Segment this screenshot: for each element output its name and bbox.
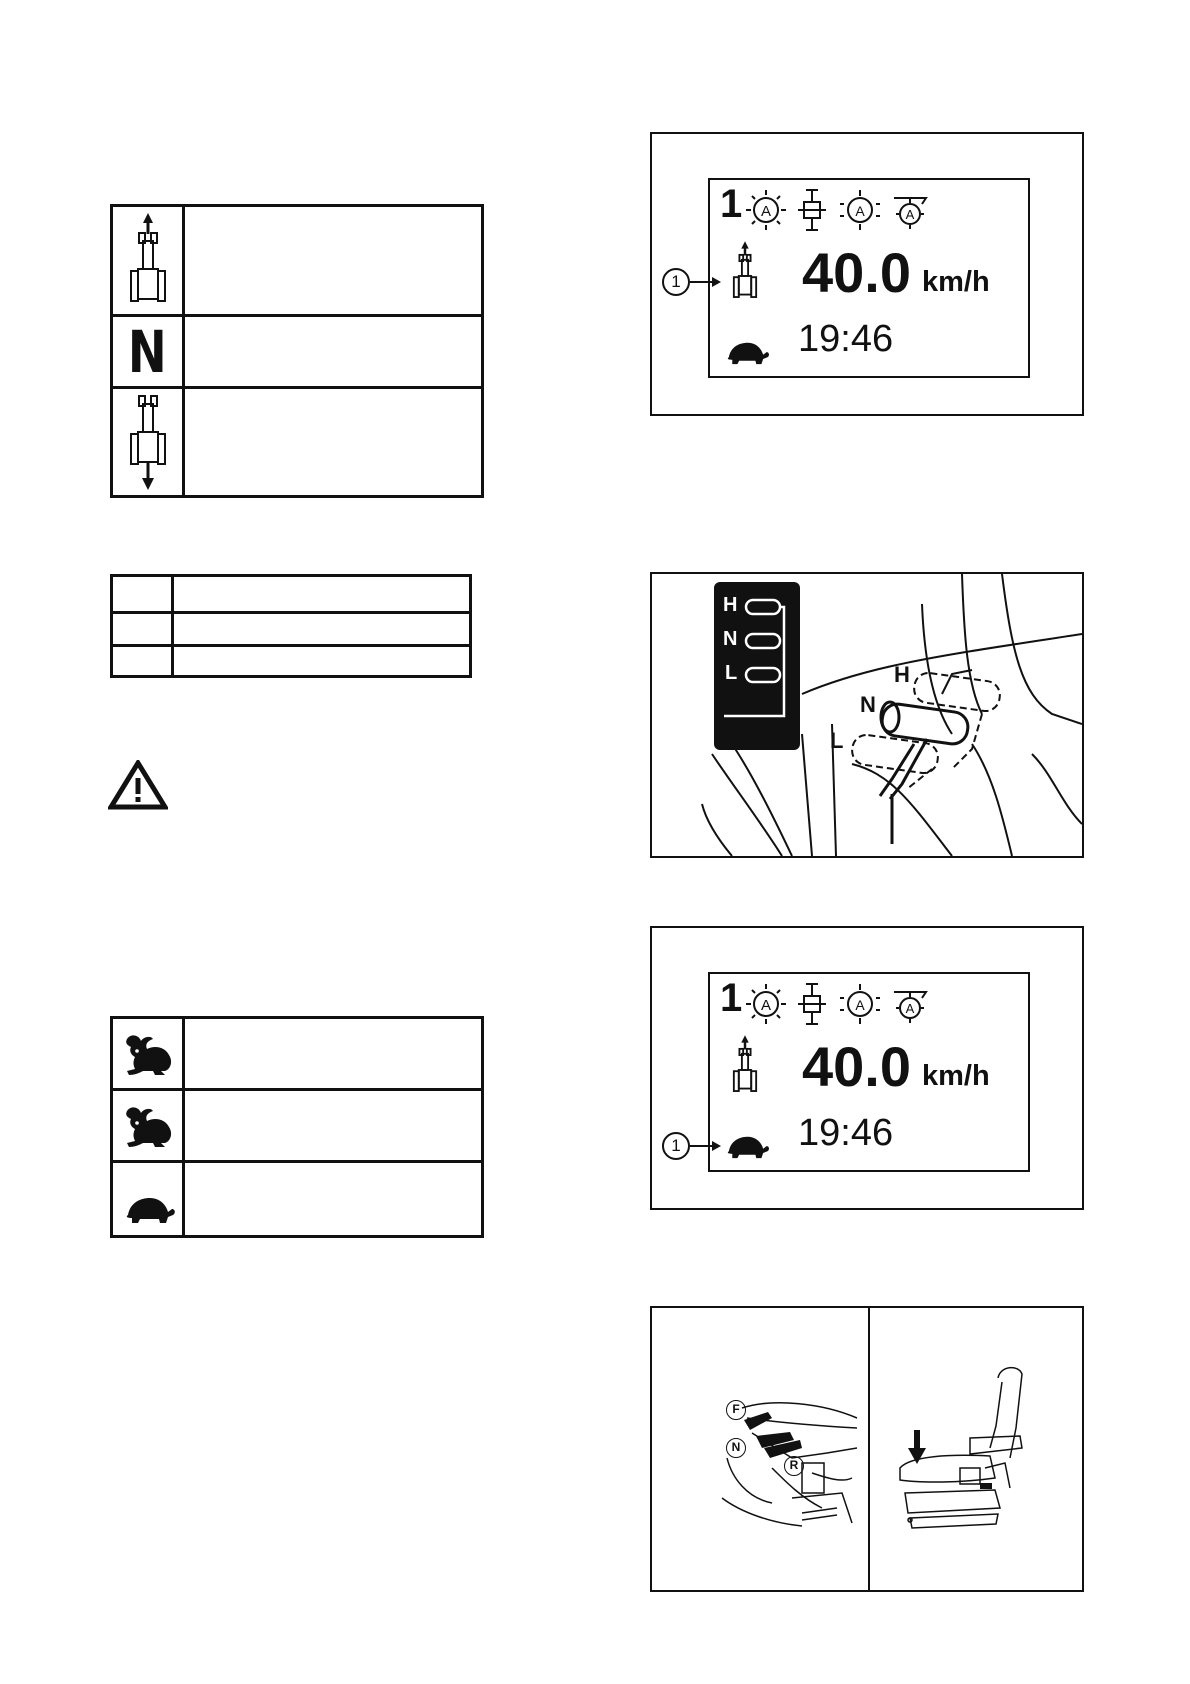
svg-text:A: A <box>855 997 865 1013</box>
tractor-forward-icon <box>724 240 766 302</box>
brake-auto-icon <box>894 198 926 229</box>
range-table-divider-v <box>171 577 174 675</box>
gate-plate <box>714 582 800 750</box>
gear-number: 1 <box>720 182 743 226</box>
callout-number: 1 <box>671 272 681 291</box>
tractor-forward-icon <box>113 207 185 314</box>
direction-row-reverse <box>113 389 481 495</box>
pto-auto-icon <box>746 984 786 1024</box>
speed-row-slow <box>113 1163 481 1235</box>
status-icons <box>746 978 936 1032</box>
neutral-icon <box>113 317 185 386</box>
direction-table <box>110 204 484 498</box>
shuttle-label-neutral: N <box>726 1438 746 1458</box>
lcd-screen <box>708 178 1030 378</box>
diff-lock-icon <box>798 984 826 1024</box>
shuttle-label-reverse: R <box>784 1456 804 1476</box>
range-table <box>110 574 472 678</box>
svg-text:A: A <box>760 203 772 220</box>
tractor-reverse-icon <box>113 389 185 495</box>
callout-number: 1 <box>671 1136 681 1155</box>
svg-text:A: A <box>855 203 865 219</box>
speed-row-fast <box>113 1019 481 1091</box>
gate-label-neutral: N <box>723 628 738 650</box>
svg-text:A: A <box>760 997 772 1014</box>
speed-unit: km/h <box>922 266 990 298</box>
lcd-screen <box>708 972 1030 1172</box>
lever-label-neutral: N <box>860 692 876 717</box>
warning-icon <box>108 760 168 810</box>
rabbit-icon <box>113 1019 185 1088</box>
shuttle-label-forward: F <box>726 1400 746 1420</box>
callout-circle <box>662 268 690 296</box>
range-table-divider-h2 <box>113 644 469 647</box>
shuttle-seat-illustration <box>650 1306 1084 1592</box>
status-icons <box>746 184 936 238</box>
turtle-icon <box>722 1134 770 1160</box>
4wd-auto-icon <box>840 190 880 230</box>
neutral-letter: N <box>128 317 167 386</box>
lever-label-low: L <box>830 728 844 753</box>
speed-range-table <box>110 1016 484 1238</box>
callout-arrow-icon <box>690 274 722 290</box>
callout-arrow-icon <box>690 1138 722 1154</box>
pto-auto-icon <box>746 190 786 230</box>
direction-row-forward <box>113 207 481 317</box>
tractor-forward-icon <box>724 1034 766 1096</box>
speed-value: 40.0 <box>802 1035 911 1098</box>
svg-text:A: A <box>905 207 915 222</box>
range-table-divider-h1 <box>113 611 469 614</box>
clock-time: 19:46 <box>798 1112 894 1154</box>
shuttle-lever-sketch <box>652 1308 868 1590</box>
lever-label-high: H <box>894 662 910 687</box>
gear-number: 1 <box>720 976 743 1020</box>
speed-value: 40.0 <box>802 241 911 304</box>
direction-row-neutral <box>113 317 481 389</box>
gate-label-low: L <box>725 662 738 684</box>
rabbit-icon <box>113 1091 185 1160</box>
speed-row-medium <box>113 1091 481 1163</box>
gate-label-high: H <box>723 594 738 616</box>
4wd-auto-icon <box>840 984 880 1024</box>
turtle-icon <box>113 1163 185 1235</box>
range-lever-illustration <box>650 572 1084 858</box>
turtle-icon <box>722 340 770 366</box>
seat-sketch <box>870 1308 1084 1590</box>
display-panel-2 <box>650 926 1084 1210</box>
diff-lock-icon <box>798 190 826 230</box>
display-panel-1 <box>650 132 1084 416</box>
speed-unit: km/h <box>922 1060 990 1092</box>
clock-time: 19:46 <box>798 318 894 360</box>
svg-text:A: A <box>905 1001 915 1016</box>
callout-circle <box>662 1132 690 1160</box>
brake-auto-icon <box>894 992 926 1023</box>
